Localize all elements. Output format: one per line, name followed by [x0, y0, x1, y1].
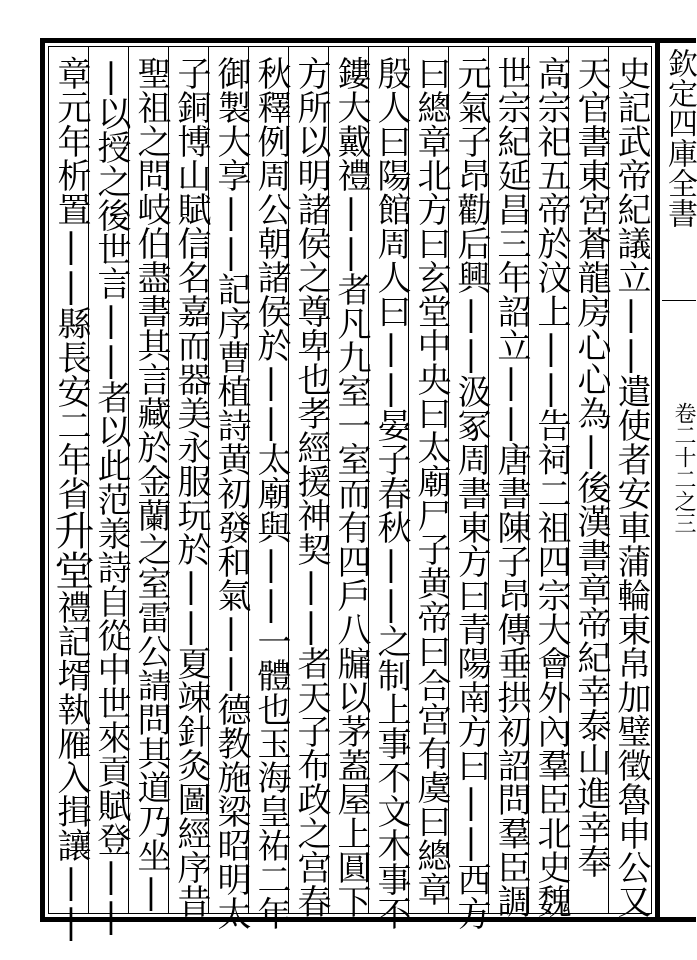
book-title: 欽定四庫全書	[662, 48, 697, 228]
margin-border-bottom	[660, 917, 696, 922]
text-column-7: 殷人曰陽館周人曰||晏子春秋||之制上事不文木事不	[371, 56, 411, 930]
heading-term: 升堂	[48, 510, 94, 590]
text-column-10: 秋釋例周公朝諸侯於||太廟與||一體也玉海皇祐二年	[251, 56, 291, 930]
text-column-12: 子銅博山賦信名嘉而器美永服玩於||夏竦針灸圖經序昔	[171, 56, 211, 918]
text-column-13: 聖祖之問岐伯盡書其言藏於金蘭之室雷公請問其道乃坐|	[131, 56, 171, 912]
text-column-15	[48, 56, 94, 942]
text-column-3: 高宗祀五帝於汶上||告祠二祖四宗大會外內羣臣北史魏	[531, 56, 571, 918]
text-column-9: 方所以明諸侯之尊卑也孝經援神契||者天子布政之宫春	[291, 56, 331, 918]
margin-divider	[662, 300, 696, 301]
text-column-6: 曰總章北方曰玄堂中央曰太廟尸子黄帝曰合宫有虞曰總章	[411, 56, 451, 906]
volume-label: 卷二十二之三	[671, 402, 696, 534]
text-column-5: 元氣子昂勸后興||汲冢周書東方曰青陽南方曰||西方	[451, 56, 491, 930]
text-column-1: 史記武帝紀議立||遣使者安車蒲輪東帛加璧徵魯申公又	[611, 56, 651, 918]
margin-border-top	[660, 38, 696, 43]
text-column-4: 世宗紀延昌三年詔立||唐書陳子昂傳垂拱初詔問羣臣調	[491, 56, 531, 918]
text-column-14: |以授之後世言||者以此范𣴎詩自從中世來貢賦登||	[91, 56, 131, 936]
text-column-11: 御製大享||記序曹植詩黄初發和氣||德教施梁昭明太	[211, 56, 251, 930]
column-15-before: 章元年析置||縣長安二年省	[51, 56, 91, 510]
text-column-8: 鏤大戴禮||者凡九室一室而有四戶八牖以茅蓋屋上圓下	[331, 56, 371, 918]
column-15-after: 禮記壻執雁入揖讓||	[51, 590, 91, 942]
text-column-2: 天官書東宮蒼龍房心心為|後漢書章帝紀幸泰山進幸奉	[571, 56, 611, 878]
